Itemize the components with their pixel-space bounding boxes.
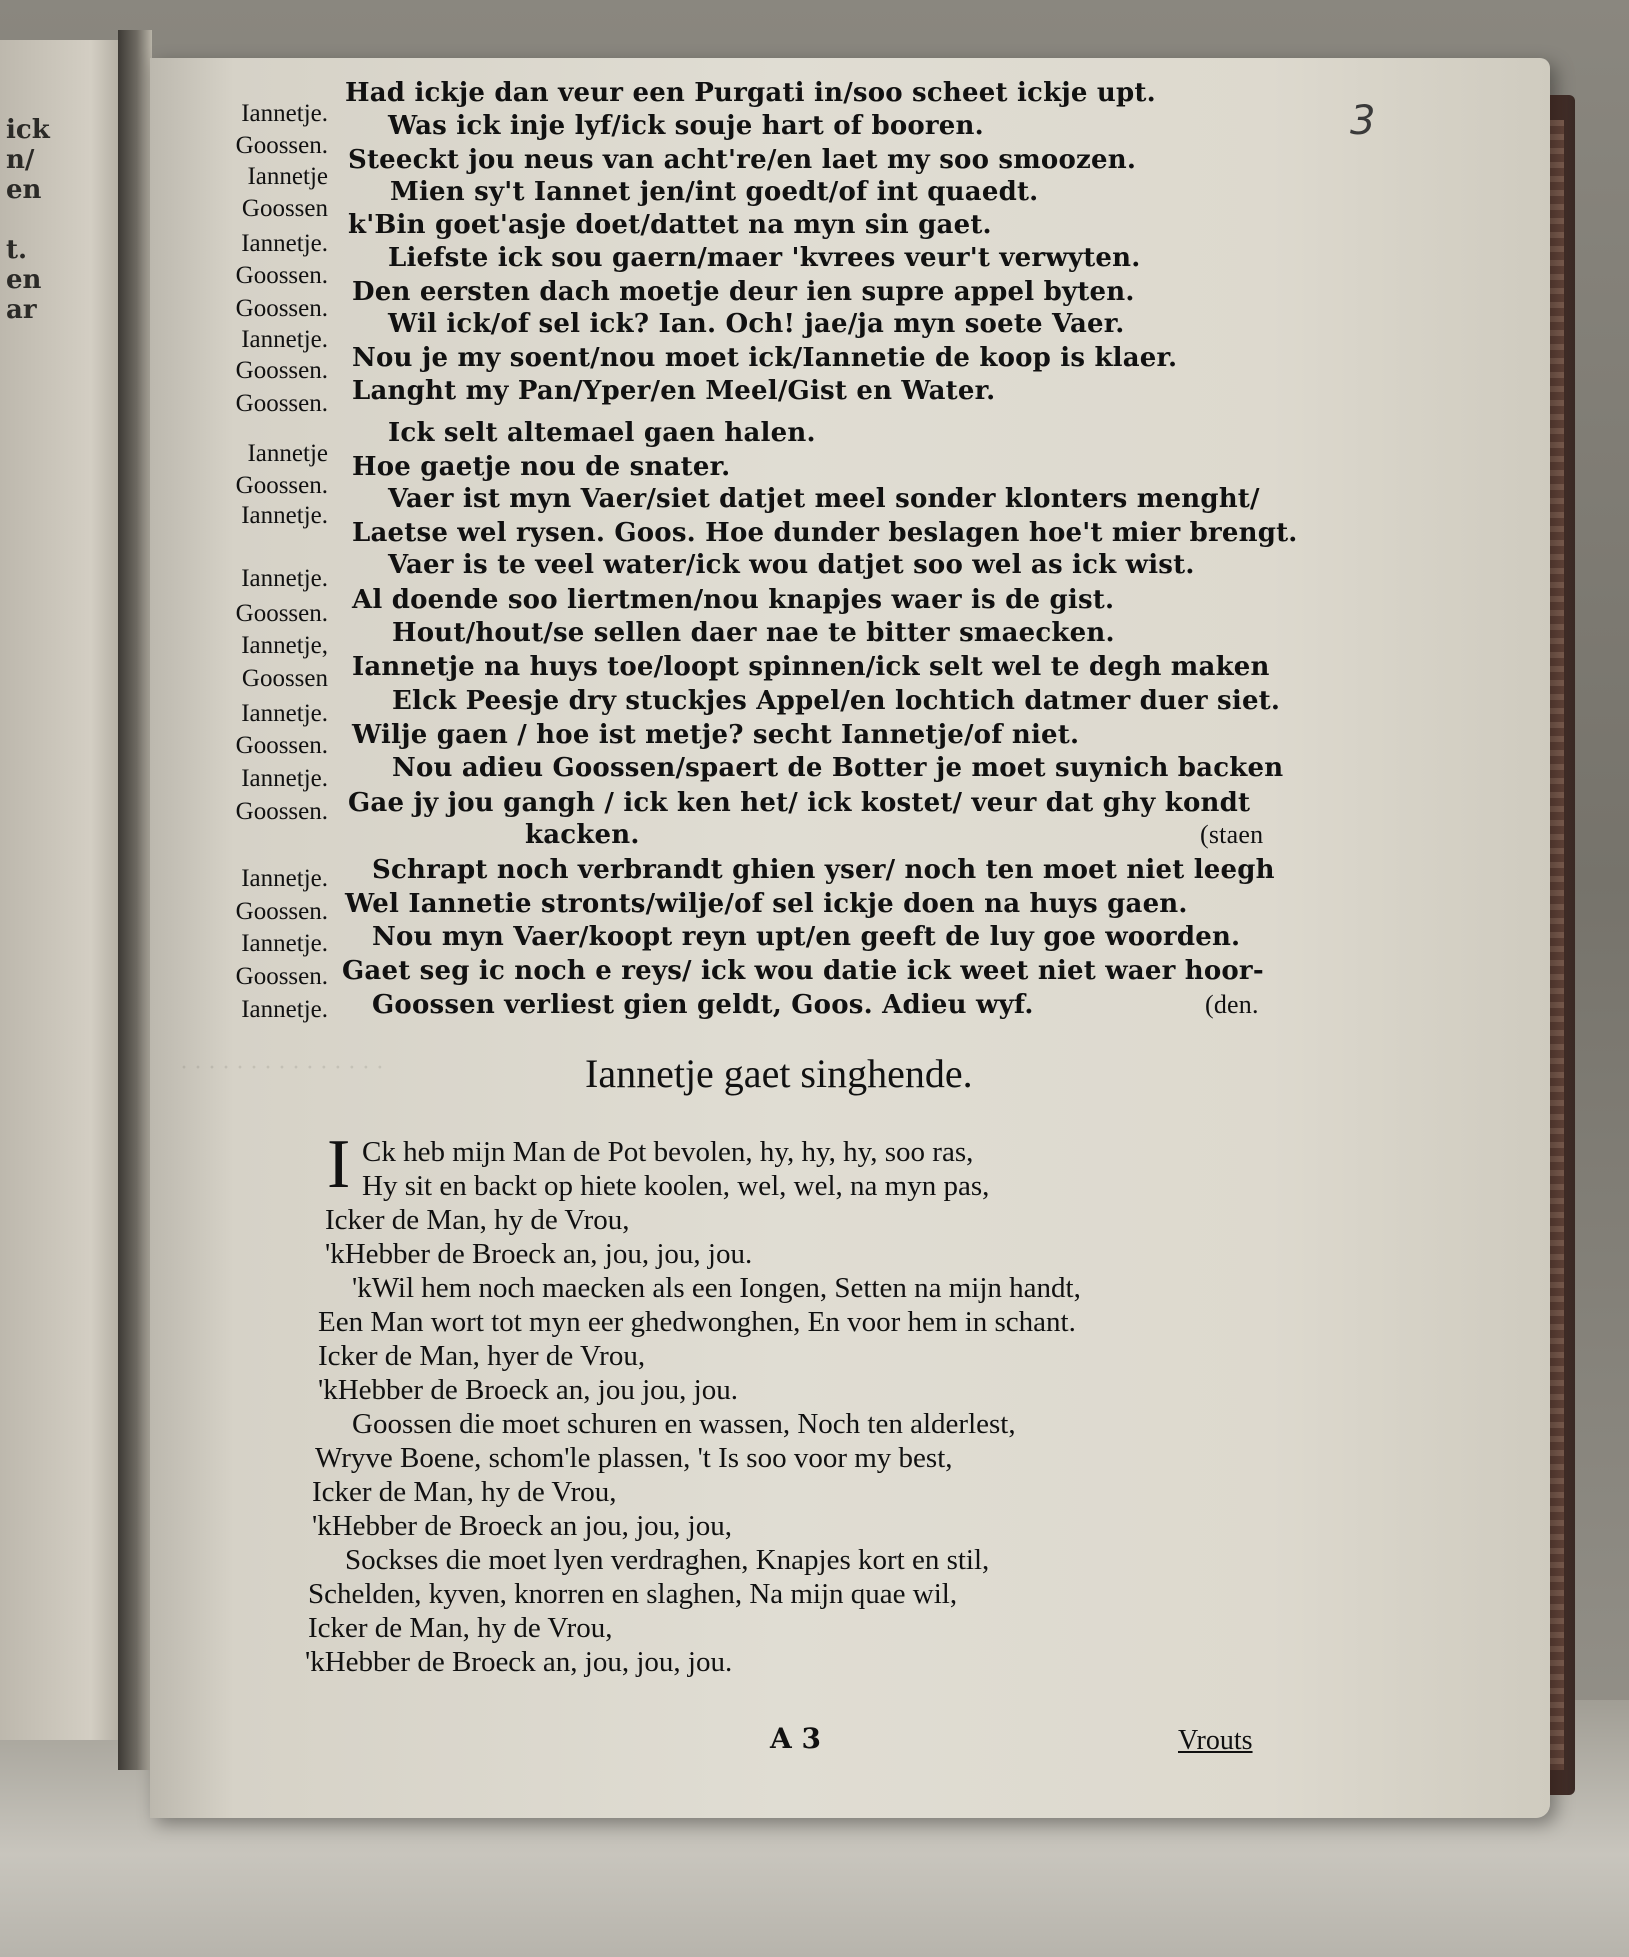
song-line: Schelden, kyven, knorren en slaghen, Na mijn quae wil, xyxy=(308,1578,958,1610)
speaker-name: Iannetje. xyxy=(241,565,328,592)
song-line: Icker de Man, hy de Vrou, xyxy=(308,1612,613,1644)
dialogue-line: Laetse wel rysen. Goos. Hoe dunder beslagen hoe't mier brengt. xyxy=(352,518,1298,548)
dialogue-line: Langht my Pan/Yper/en Meel/Gist en Water. xyxy=(352,376,996,406)
song-line: Icker de Man, hy de Vrou, xyxy=(312,1476,617,1508)
song-line: 'kHebber de Broeck an jou, jou, jou, xyxy=(312,1510,732,1542)
dialogue-line: Mien sy't Iannet jen/int goedt/of int quaedt. xyxy=(390,177,1039,207)
song-line: Een Man wort tot myn eer ghedwonghen, En voor hem in schant. xyxy=(318,1306,1076,1338)
dialogue-line: Vaer ist myn Vaer/siet datjet meel sonder klonters menght/ xyxy=(388,484,1260,514)
speaker-name: Iannetje. xyxy=(241,100,328,127)
dialogue-line: Al doende soo liertmen/nou knapjes waer is de gist. xyxy=(352,585,1115,615)
dialogue-line: Goossen verliest gien geldt, Goos. Adieu wyf. xyxy=(372,990,1034,1020)
song-line: 'kHebber de Broeck an, jou, jou, jou. xyxy=(325,1238,753,1270)
speaker-name: Goossen. xyxy=(235,262,328,289)
song-line: 'kWil hem noch maecken als een Iongen, Setten na mijn handt, xyxy=(352,1272,1081,1304)
speaker-name: Goossen. xyxy=(235,390,328,417)
song-line: Icker de Man, hy de Vrou, xyxy=(325,1204,630,1236)
dialogue-line: Iannetje na huys toe/loopt spinnen/ick selt wel te degh maken xyxy=(352,652,1270,682)
speaker-name: Goossen xyxy=(241,195,328,222)
song-line: Ck heb mijn Man de Pot bevolen, hy, hy, hy, soo ras, xyxy=(362,1136,974,1168)
speaker-name: Iannetje xyxy=(247,163,328,190)
song-line: Wryve Boene, schom'le plassen, 't Is soo voor my best, xyxy=(315,1442,953,1474)
song-line: 'kHebber de Broeck an, jou, jou, jou. xyxy=(305,1646,733,1678)
staen-note: (staen xyxy=(1200,820,1264,849)
dialogue-line: Ick selt altemael gaen halen. xyxy=(388,418,816,448)
song-line: Goossen die moet schuren en wassen, Noch ten alderlest, xyxy=(352,1408,1016,1440)
dialogue-line: Had ickje dan veur een Purgati in/soo scheet ickje upt. xyxy=(345,78,1156,108)
left-page-fragment: en xyxy=(6,265,42,295)
dialogue-line: Hoe gaetje nou de snater. xyxy=(352,452,731,482)
speaker-name: Goossen xyxy=(241,665,328,692)
dialogue-line: Gae jy jou gangh / ick ken het/ ick kostet/ veur dat ghy kondt xyxy=(348,788,1251,818)
dialogue-line: Nou adieu Goossen/spaert de Botter je moet suynich backen xyxy=(392,753,1284,783)
left-page-fragment: n/ xyxy=(6,145,35,175)
dialogue-line: Gaet seg ic noch e reys/ ick wou datie ick weet niet waer hoor- xyxy=(342,956,1264,986)
speaker-name: Iannetje. xyxy=(241,930,328,957)
left-page-fragment: ick xyxy=(6,115,50,145)
song-line: Icker de Man, hyer de Vrou, xyxy=(318,1340,646,1372)
signature-mark: A 3 xyxy=(770,1722,821,1755)
speaker-name: Iannetje, xyxy=(241,632,328,659)
book-gutter xyxy=(118,30,152,1770)
den-note: (den. xyxy=(1205,990,1259,1019)
dialogue-line: Vaer is te veel water/ick wou datjet soo wel as ick wist. xyxy=(388,550,1195,580)
dialogue-line: Nou je my soent/nou moet ick/Iannetie de koop is klaer. xyxy=(352,343,1178,373)
dialogue-line: kacken. xyxy=(525,820,640,850)
speaker-name: Goossen. xyxy=(235,295,328,322)
speaker-name: Goossen. xyxy=(235,732,328,759)
speaker-name: Iannetje. xyxy=(241,765,328,792)
dialogue-line: Wel Iannetie stronts/wilje/of sel ickje doen na huys gaen. xyxy=(345,889,1188,919)
speaker-name: Iannetje. xyxy=(241,700,328,727)
speaker-name: Iannetje. xyxy=(241,326,328,353)
dialogue-line: k'Bin goet'asje doet/dattet na myn sin gaet. xyxy=(348,210,992,240)
dialogue-line: Wilje gaen / hoe ist metje? secht Iannetje/of niet. xyxy=(352,720,1080,750)
drop-cap: I xyxy=(327,1126,351,1203)
speaker-name: Iannetje. xyxy=(241,996,328,1023)
left-page-fragment: ar xyxy=(6,295,37,325)
speaker-name: Iannetje. xyxy=(241,865,328,892)
song-heading: Iannetje gaet singhende. xyxy=(585,1051,973,1096)
page-number: 3 xyxy=(1350,98,1376,144)
speaker-name: Iannetje. xyxy=(241,502,328,529)
speaker-name: Goossen. xyxy=(235,132,328,159)
dialogue-line: Wil ick/of sel ick? Ian. Och! jae/ja myn soete Vaer. xyxy=(388,309,1125,339)
dialogue-line: Hout/hout/se sellen daer nae te bitter smaecken. xyxy=(392,618,1115,648)
speaker-name: Goossen. xyxy=(235,898,328,925)
dialogue-line: Schrapt noch verbrandt ghien yser/ noch ten moet niet leegh xyxy=(372,855,1275,885)
dialogue-line: Den eersten dach moetje deur ien supre appel byten. xyxy=(352,277,1135,307)
bleed-through-text: · · · · · · · · · · · · · · · xyxy=(180,1055,384,1081)
song-line: 'kHebber de Broeck an, jou jou, jou. xyxy=(318,1374,738,1406)
left-page-fragment: en xyxy=(6,175,42,205)
dialogue-line: Nou myn Vaer/koopt reyn upt/en geeft de luy goe woorden. xyxy=(372,922,1241,952)
dialogue-line: Liefste ick sou gaern/maer 'kvrees veur't verwyten. xyxy=(388,243,1141,273)
speaker-name: Goossen. xyxy=(235,798,328,825)
speaker-name: Goossen. xyxy=(235,472,328,499)
left-page xyxy=(0,40,130,1740)
speaker-name: Goossen. xyxy=(235,600,328,627)
speaker-name: Goossen. xyxy=(235,963,328,990)
speaker-name: Goossen. xyxy=(235,357,328,384)
dialogue-line: Was ick inje lyf/ick souje hart of booren. xyxy=(388,111,984,141)
dialogue-line: Elck Peesje dry stuckjes Appel/en lochtich datmer duer siet. xyxy=(392,686,1281,716)
song-line: Hy sit en backt op hiete koolen, wel, wel, na myn pas, xyxy=(362,1170,990,1202)
catchword: Vrouts xyxy=(1178,1725,1253,1756)
speaker-name: Iannetje xyxy=(247,440,328,467)
speaker-name: Iannetje. xyxy=(241,230,328,257)
song-line: Sockses die moet lyen verdraghen, Knapjes kort en stil, xyxy=(345,1544,990,1576)
dialogue-line: Steeckt jou neus van acht're/en laet my soo smoozen. xyxy=(348,145,1137,175)
left-page-fragment: t. xyxy=(6,235,28,265)
